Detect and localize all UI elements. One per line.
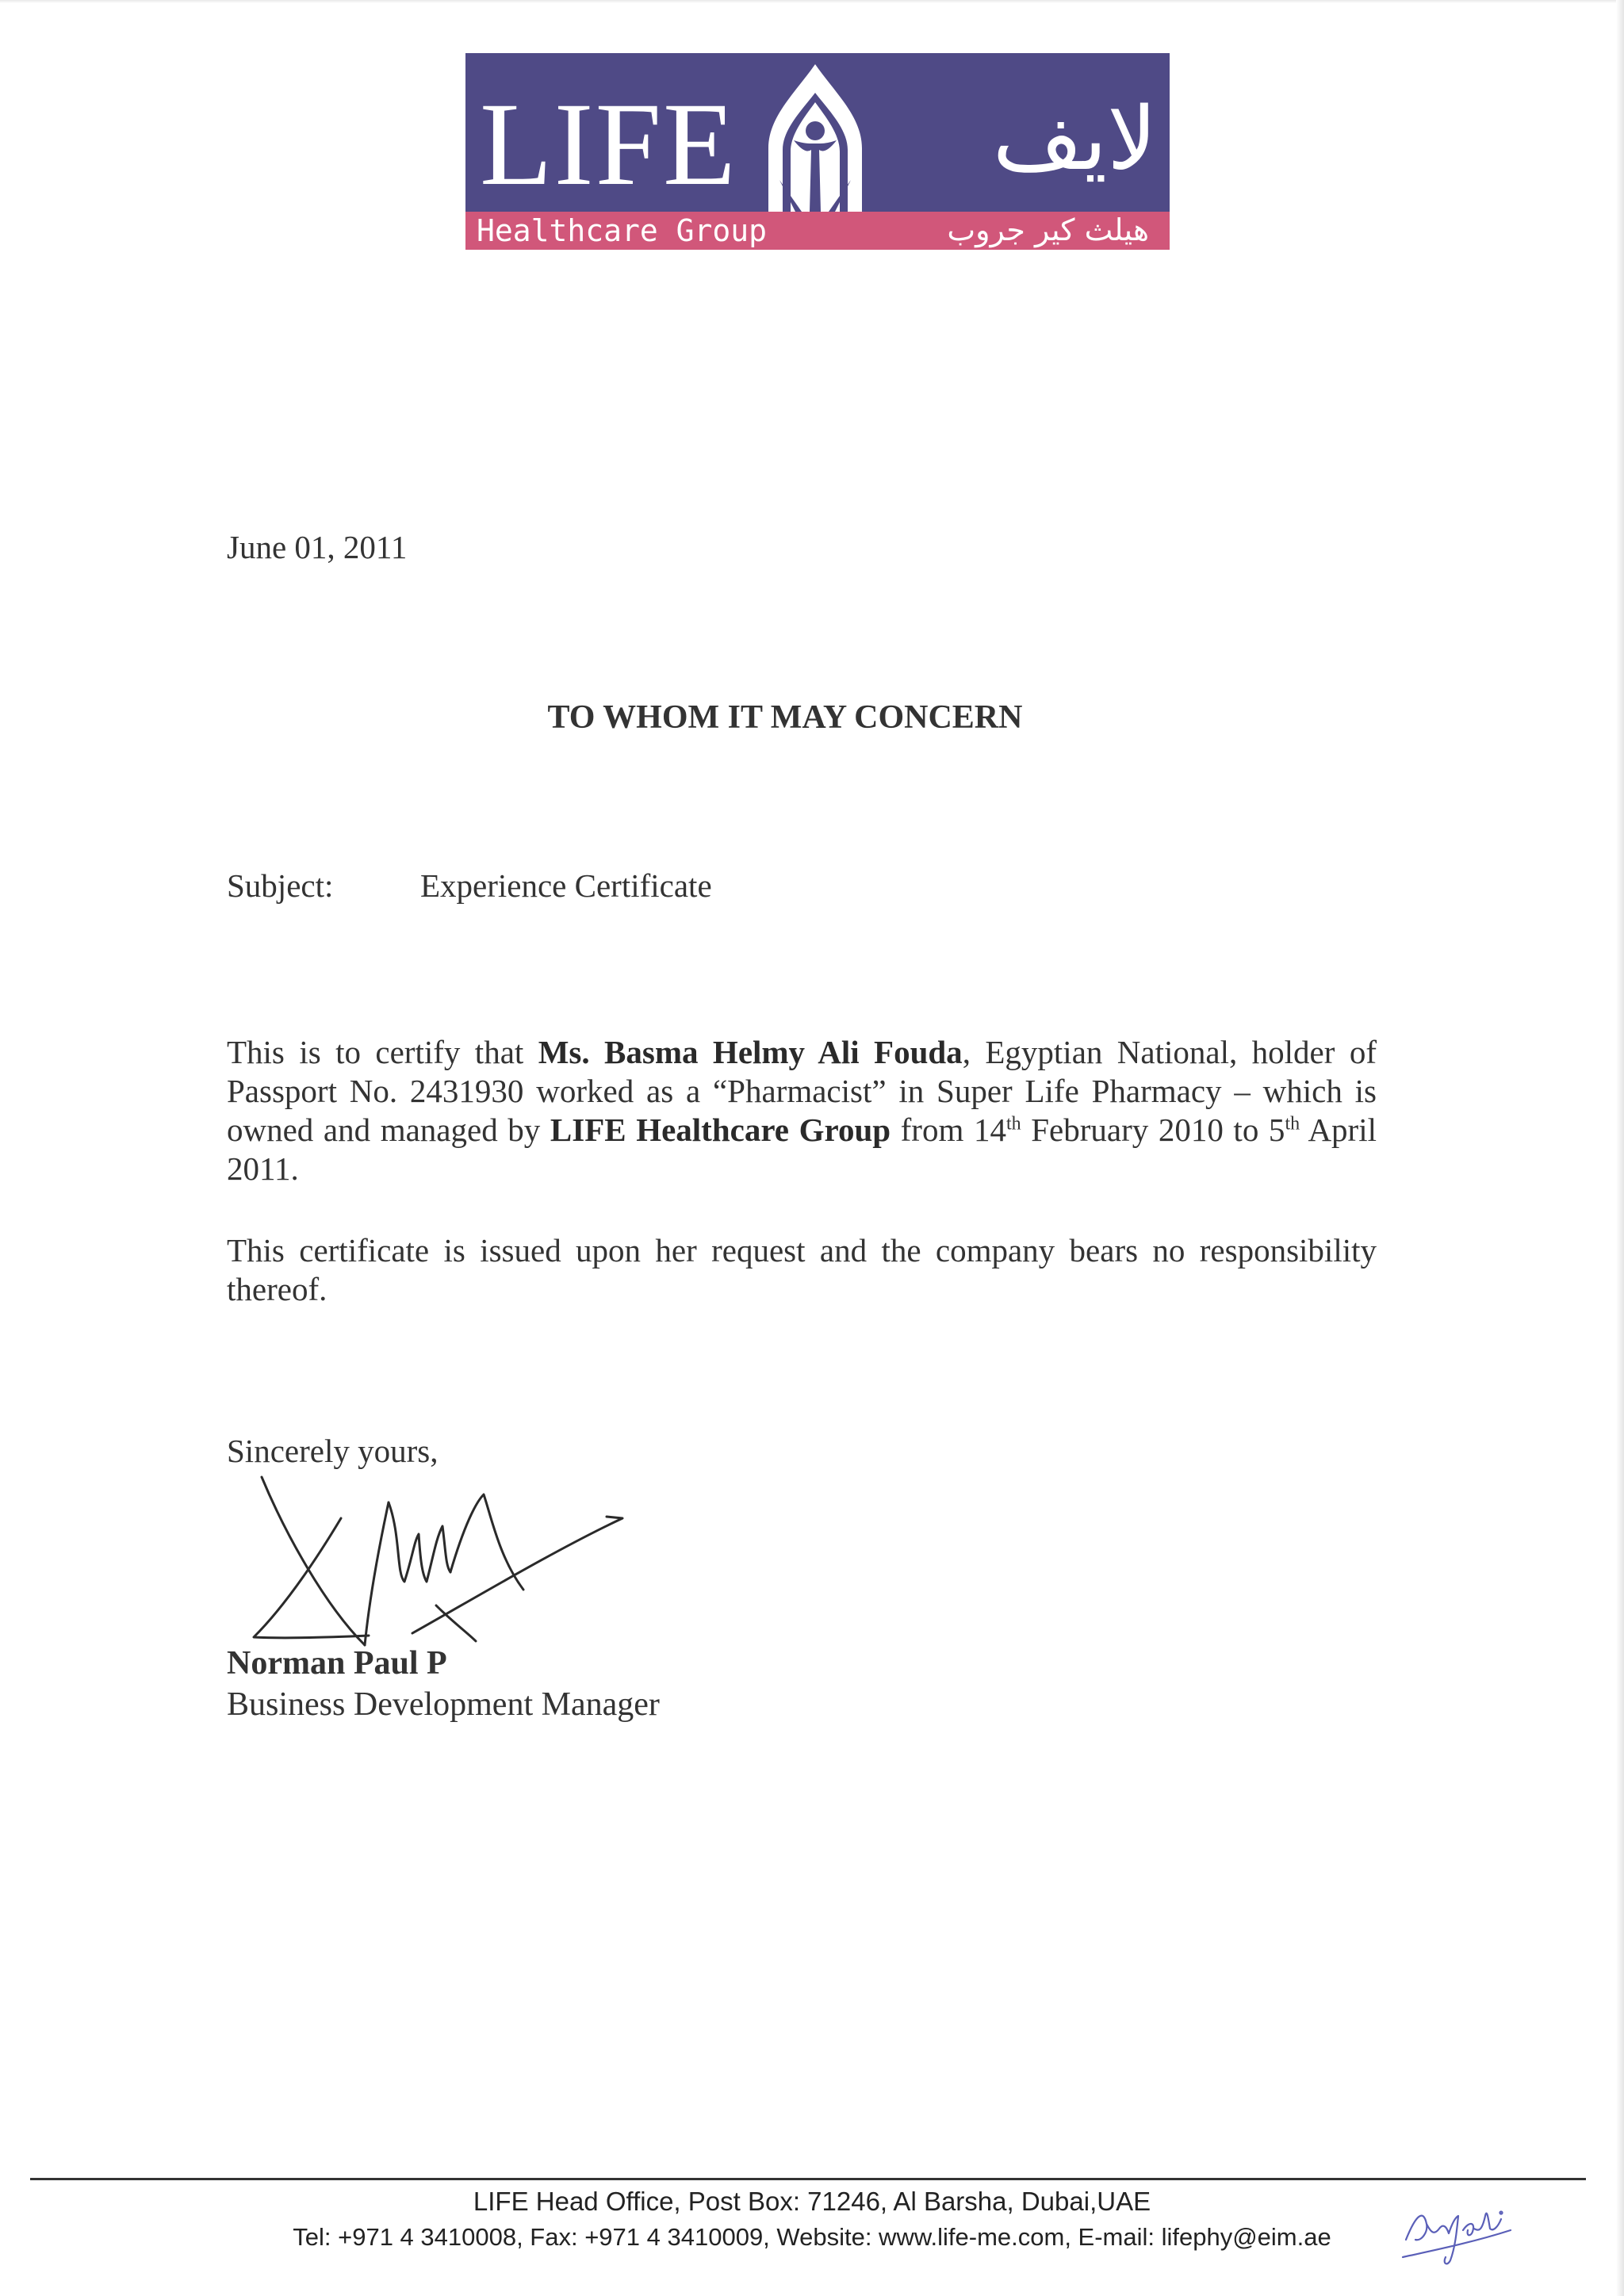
employee-name: Ms. Basma Helmy Ali Fouda [538, 1034, 963, 1070]
footer-address: LIFE Head Office, Post Box: 71246, Al Barsha, Dubai,UAE [473, 2187, 1151, 2216]
subject-label: Subject: [227, 867, 334, 904]
initials-text: Anjali [1519, 2271, 1521, 2272]
logo-brand-en: LIFE [480, 78, 737, 210]
subject-value: Experience Certificate [420, 867, 712, 904]
signatory-name: Norman Paul P [227, 1645, 447, 1682]
logo-subtitle-ar: هيلث كير جروب [947, 212, 1149, 247]
scan-top-edge [0, 0, 1624, 3]
logo-brand-ar: لايف [992, 88, 1157, 189]
logo-subtitle-en: Healthcare Group [477, 213, 768, 248]
company-name: LIFE Healthcare Group [550, 1112, 891, 1148]
footer-divider [30, 2178, 1586, 2180]
footer-contact: Tel: +971 4 3410008, Fax: +971 4 3410009, Website: www.life-me.com, E-mail: lifephy@eim.ae [293, 2223, 1331, 2251]
para1-text-4: February 2010 to 5 [1021, 1112, 1285, 1148]
para1-text-3: from 14 [891, 1112, 1006, 1148]
para1-text-2: , Egyptian National, holder of Passport No. 2431930 worked as a “Pharmacist” in Super Life Pharmacy – which is owned and managed by [227, 1034, 1377, 1148]
ordinal-suffix-start: th [1005, 1113, 1021, 1135]
letter-date: June 01, 2011 [227, 529, 408, 565]
closing-salutation: Sincerely yours, [227, 1433, 439, 1469]
logo-emblem-icon [764, 61, 867, 212]
disclaimer-paragraph: This certificate is issued upon her request and the company bears no responsibility thereof. [227, 1232, 1377, 1307]
scan-right-edge [1616, 0, 1624, 2296]
letter-heading: TO WHOM IT MAY CONCERN [547, 699, 1023, 736]
ordinal-suffix-end: th [1285, 1113, 1300, 1135]
certification-paragraph [227, 1033, 1377, 1188]
handwritten-signature [238, 1471, 634, 1661]
company-logo [465, 53, 1170, 250]
handwritten-initials [1400, 2184, 1519, 2271]
para1-text-5: April 2011. [227, 1112, 1377, 1187]
para1-text-1: This is to certify that [227, 1034, 538, 1070]
signatory-title: Business Development Manager [227, 1686, 660, 1723]
